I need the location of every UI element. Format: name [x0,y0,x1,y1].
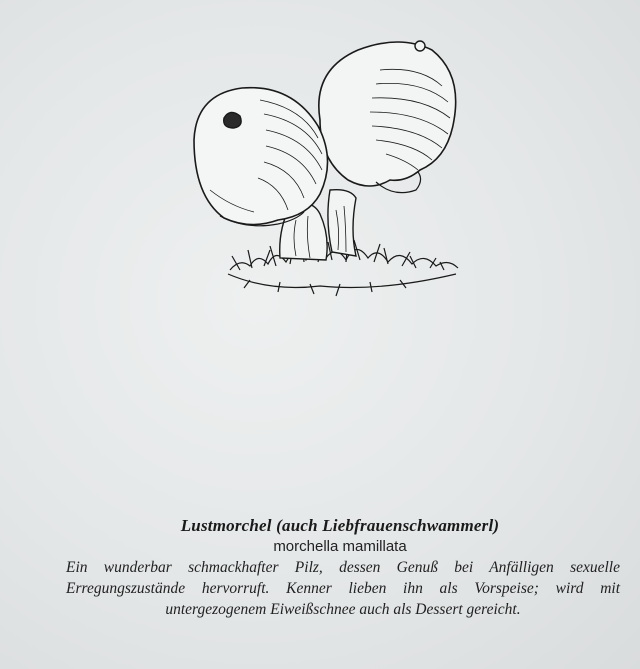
description: Ein wunderbar schmackhafter Pilz, dessen Genuß bei Anfälligen sexuelle Erregungszustände hervorruft. Kenner lieben ihn als Vorspeise; wird mit untergezogenem Eiweißschnee auch als Dessert gereicht. [66,559,620,618]
mushroom-illustration [180,30,470,310]
back-mushroom-stem [328,190,356,256]
latin-name: morchella mamillata [273,538,407,555]
mushroom-title: Lustmorchel (auch Liebfrauenschwammerl) [180,516,500,535]
back-mushroom-cap [319,41,456,193]
caption [60,516,620,620]
front-mushroom-cap [194,88,328,226]
